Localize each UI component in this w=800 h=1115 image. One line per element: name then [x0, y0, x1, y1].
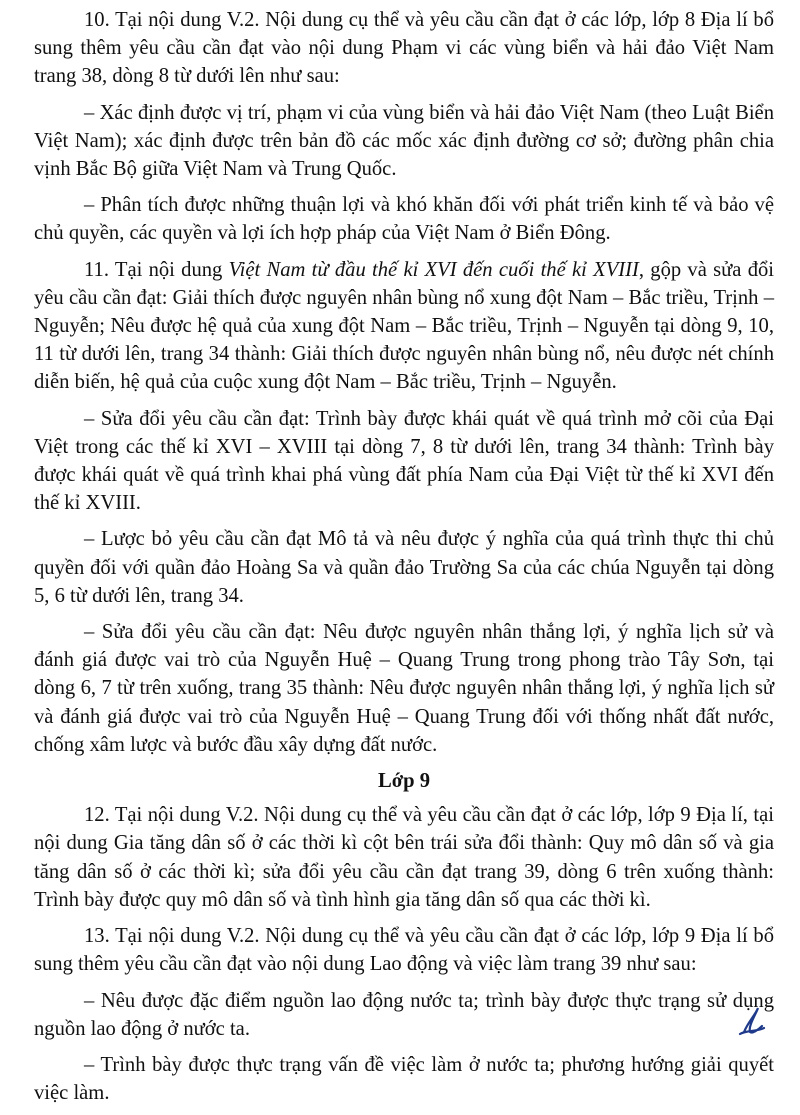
paragraph-item-13-bullet-2: – Trình bày được thực trạng vấn đề việc làm ở nước ta; phương hướng giải quyết việc làm. — [34, 1053, 774, 1105]
section-heading-grade-9: Lớp 9 — [377, 770, 431, 793]
paragraph-item-11-bullet-1: – Sửa đổi yêu cầu cần đạt: Trình bày được khái quát về quá trình mở cõi của Đại Việt trong các thế kỉ XVI – XVIII tại dòng 7, 8 từ dưới lên, trang 34 thành: Trình bày được khái quát về quá trình khai phá vùng đất phía Nam của Đại Việt từ thế kỉ XVI đến thế kỉ XVIII. — [34, 407, 774, 515]
paragraph-item-11-bullet-2: – Lược bỏ yêu cầu cần đạt Mô tả và nêu được ý nghĩa của quá trình thực thi chủ quyền đối với quần đảo Hoàng Sa và quần đảo Trường Sa của các chúa Nguyễn tại dòng 5, 6 từ dưới lên, trang 34. — [34, 528, 774, 607]
document-page — [34, 6, 774, 1115]
paragraph-item-11-rest: , gộp và sửa đổi yêu cầu cần đạt: Giải thích được nguyên nhân bùng nổ xung đột Nam – Bắc triều, Trịnh – Nguyễn; Nêu được hệ quả của xung đột Nam – Bắc triều, Trịnh – Nguyễn tại dòng 9, 10, 11 từ dưới lên, trang 34 thành: Giải thích được nguyên nhân bùng nổ, nêu được nét chính diễn biến, hệ quả của cuộc xung đột Nam – Bắc triều, Trịnh – Nguyễn. — [34, 258, 775, 394]
paragraph-item-11 — [34, 256, 774, 397]
paragraph-item-10: 10. Tại nội dung V.2. Nội dung cụ thể và yêu cầu cần đạt ở các lớp, lớp 8 Địa lí bổ sung thêm yêu cầu cần đạt vào nội dung Phạm vi các vùng biển và hải đảo Việt Nam trang 38, dòng 8 từ dưới lên như sau: — [34, 9, 774, 88]
paragraph-item-13: 13. Tại nội dung V.2. Nội dung cụ thể và yêu cầu cần đạt ở các lớp, lớp 9 Địa lí bổ sung thêm yêu cầu cần đạt vào nội dung Lao động và việc làm trang 39 như sau: — [34, 925, 774, 976]
paragraph-item-13-bullet-1: – Nêu được đặc điểm nguồn lao động nước ta; trình bày được thực trạng sử dụng nguồn lao động ở nước ta. — [34, 989, 774, 1040]
initial-signature-mark — [734, 1004, 770, 1038]
paragraph-item-11-bullet-3: – Sửa đổi yêu cầu cần đạt: Nêu được nguyên nhân thắng lợi, ý nghĩa lịch sử và đánh giá được vai trò của Nguyễn Huệ – Quang Trung trong phong trào Tây Sơn, tại dòng 6, 7 từ trên xuống, trang 35 thành: Nêu được nguyên nhân thắng lợi, ý nghĩa lịch sử và đánh giá được vai trò của Nguyễn Huệ – Quang Trung đối với thống nhất đất nước, chống xâm lược và bước đầu xây dựng đất nước. — [34, 621, 774, 756]
paragraph-item-10-bullet-2: – Phân tích được những thuận lợi và khó khăn đối với phát triển kinh tế và bảo vệ chủ quyền, các quyền và lợi ích hợp pháp của Việt Nam ở Biển Đông. — [34, 194, 774, 245]
paragraph-item-10-bullet-1: – Xác định được vị trí, phạm vi của vùng biển và hải đảo Việt Nam (theo Luật Biển Việt Nam); xác định được trên bản đồ các mốc xác định đường cơ sở; đường phân chia vịnh Bắc Bộ giữa Việt Nam và Trung Quốc. — [34, 101, 774, 181]
signature-stroke — [740, 1008, 764, 1034]
paragraph-item-11-italic-topic: Việt Nam từ đầu thế kỉ XVI đến cuối thế kỉ XVIII — [228, 258, 639, 281]
paragraph-item-11-lead: 11. Tại nội dung — [84, 258, 229, 281]
paragraph-item-12: 12. Tại nội dung V.2. Nội dung cụ thể và yêu cầu cần đạt ở các lớp, lớp 9 Địa lí, tại nội dung Gia tăng dân số ở các thời kì cột bên trái sửa đổi thành: Quy mô dân số và gia tăng dân số ở các thời kì; sửa đổi yêu cầu cần đạt trang 39, dòng 6 trên xuống thành: Trình bày được quy mô dân số và tình hình gia tăng dân số qua các thời kì. — [34, 804, 774, 911]
